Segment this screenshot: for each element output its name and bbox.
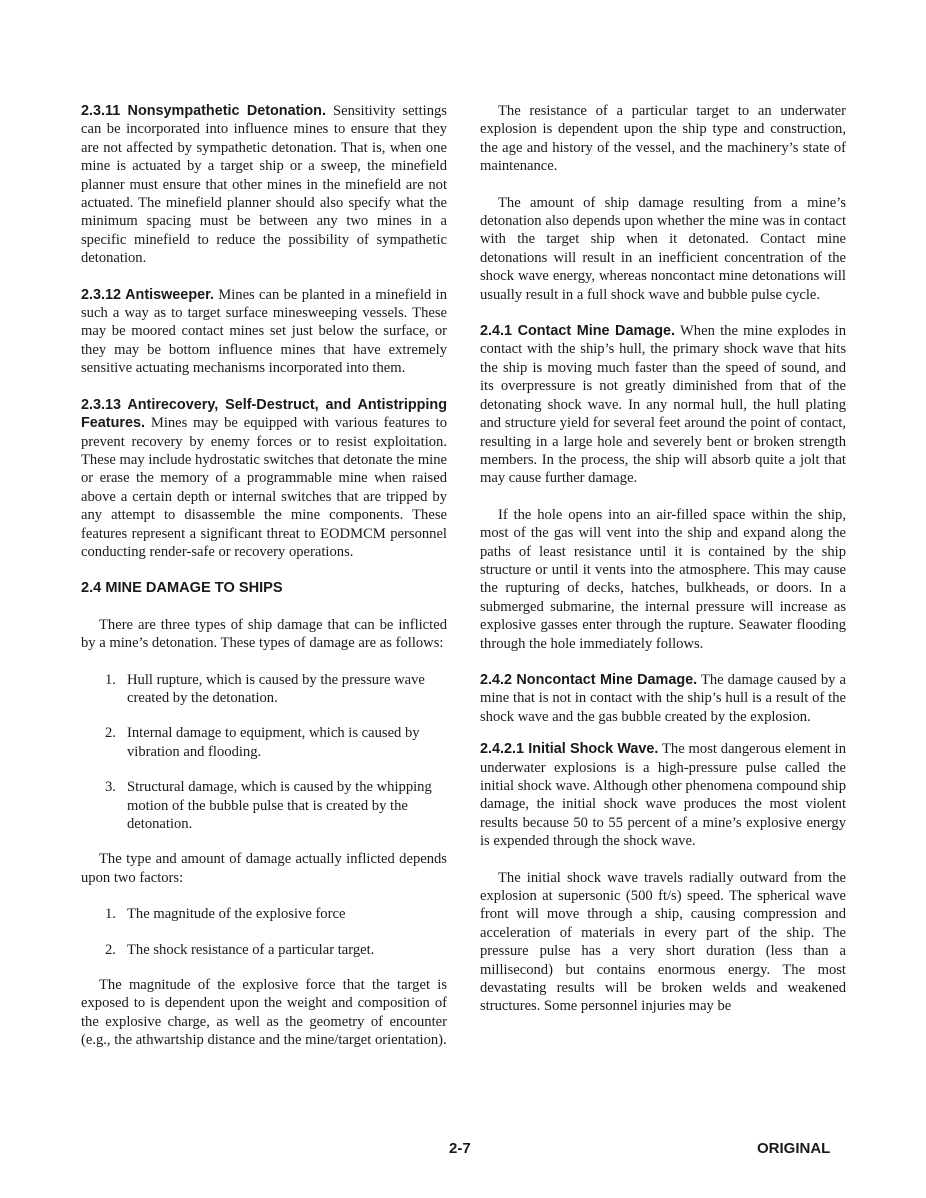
list-item: 1. The magnitude of the explosive force [105,906,346,923]
damage-types-list [81,671,447,834]
section-2-3-11-heading: 2.3.11 Nonsympathetic Detonation. [81,103,326,119]
section-2-4-2-1-heading: 2.4.2.1 Initial Shock Wave. [480,741,659,758]
section-2-4-2-1 [480,740,846,850]
section-2-3-12-heading: 2.3.12 Antisweeper. [81,286,214,303]
section-2-3-13-body: Mines may be equipped with various features to prevent recovery by enemy forces or to resist exploitation. These may include hydrostatic switches that detonate the mine or erase the memory of a programmable mine when raised above a certain depth or internal switches that are tripped by any attempt to disassemble the mine components. These features represent a significant threat to EODMCM personnel conducting render-safe or recovery operations. [81,415,448,560]
page-number: 2-7 [449,1140,471,1157]
section-2-4-2 [480,671,846,726]
section-2-4-1-heading: 2.4.1 Contact Mine Damage. [480,323,676,340]
damage-types-intro: There are three types of ship damage that can be inflicted by a mine’s detonation. These types of damage are as follows: [81,616,447,652]
list-item: 2. The shock resistance of a particular target. [105,941,375,958]
section-2-3-13-heading: 2.3.13 Antirecovery, Self-Destruct, and Antistripping Features. [81,396,447,432]
section-2-4-heading: 2.4 MINE DAMAGE TO SHIPS [81,580,283,597]
resistance-paragraph: The resistance of a particular target to an underwater explosion is dependent upon the ship type and construction, the age and history of the vessel, and the machinery’s state of maintenance. [480,103,846,175]
right-column [480,102,846,1016]
section-2-3-12 [81,286,447,378]
section-2-3-12-body: Mines can be planted in a minefield in such a way as to target surface minesweeping vessels. These may be moored contact mines set just below the surface, or they may be bottom influence mines that have extremely sensitive actuating mechanisms incorporated into them. [81,286,448,377]
section-2-4-2-heading: 2.4.2 Noncontact Mine Damage. [480,671,698,688]
section-2-3-11-body: Sensitivity settings can be incorporated into influence mines to ensure that they are not affected by sympathetic detonation. That is, when one mine is actuated by a target ship or a sweep, the minefield planner must ensure that other mines in the minefield are not actuated. The minefield planner should also specify what the minimum spacing must be between any two mines in a specific minefield to reduce the possibility of sympathetic detonation. [81,103,447,267]
list-item: 3. Structural damage, which is caused by the whipping motion of the bubble pulse that is created by the detonation. [105,779,432,832]
ship-damage-amount-paragraph: The amount of ship damage resulting from a mine’s detonation also depends upon whether the mine was in contact with the target ship when it detonated. Contact mine detonations will result in an inefficient concentration of the shock wave energy, whereas noncontact mine detonations will usually result in a full shock wave and bubble pulse cycle. [480,194,846,303]
section-2-3-11 [81,102,447,268]
factors-list [81,905,447,959]
section-2-4-2-1-body: The most dangerous element in underwater explosions is a high-pressure pulse called the initial shock wave. Although other phenomena compound ship damage, the initial shock wave produces the most violent results because 50 to 55 percent of a mine’s explosive energy is expended through the shock wave. [480,741,846,850]
section-2-4-2-body: The damage caused by a mine that is not in contact with the ship’s hull is a result of the shock wave and the gas bubble created by the explosion. [480,671,846,725]
section-2-4-1 [480,322,846,488]
left-column [81,102,447,1050]
initial-shock-wave-paragraph: The initial shock wave travels radially outward from the explosion at supersonic (500 ft/s) speed. The spherical wave front will move through a ship, causing compression and acceleration of materials in every part of the ship. The pressure pulse has a very short duration (less than a millisecond) but contains enormous energy. The most devastating results will be broken welds and weakened structures. Some personnel injuries may be [480,869,846,1015]
document-status: ORIGINAL [757,1140,831,1157]
section-2-3-13 [81,396,447,562]
factors-intro: The type and amount of damage actually inflicted depends upon two factors: [81,851,447,886]
section-2-4-1-body: When the mine explodes in contact with the ship’s hull, the primary shock wave that hits the ship is moving much faster than the speed of sound, and its overpressure is not greatly diminished from that of the detonating shock wave. In any normal hull, the hull plating and structure yield for several feet around the point of contact, resulting in a large hole and severely bent or broken strength members. In the process, the ship will absorb quite a jolt that may cause further damage. [480,323,846,487]
hole-paragraph: If the hole opens into an air-filled space within the ship, most of the gas will vent into the ship and expand along the paths of least resistance until it is contained by the ship structure or until it vents into the atmosphere. This may cause the rupturing of decks, hatches, bulkheads, or doors. In a submerged submarine, the internal pressure will increase as explosive gasses enter through the rupture. Seawater flooding through the hole immediately follows. [480,506,846,652]
magnitude-paragraph: The magnitude of the explosive force that the target is exposed to is dependent upon the weight and composition of the explosive charge, as well as the geometry of encounter (e.g., the athwartship distance and the mine/target orientation). [81,977,447,1049]
list-item: 2. Internal damage to equipment, which is caused by vibration and flooding. [105,725,420,760]
list-item: 1. Hull rupture, which is caused by the pressure wave created by the detonation. [105,671,425,706]
